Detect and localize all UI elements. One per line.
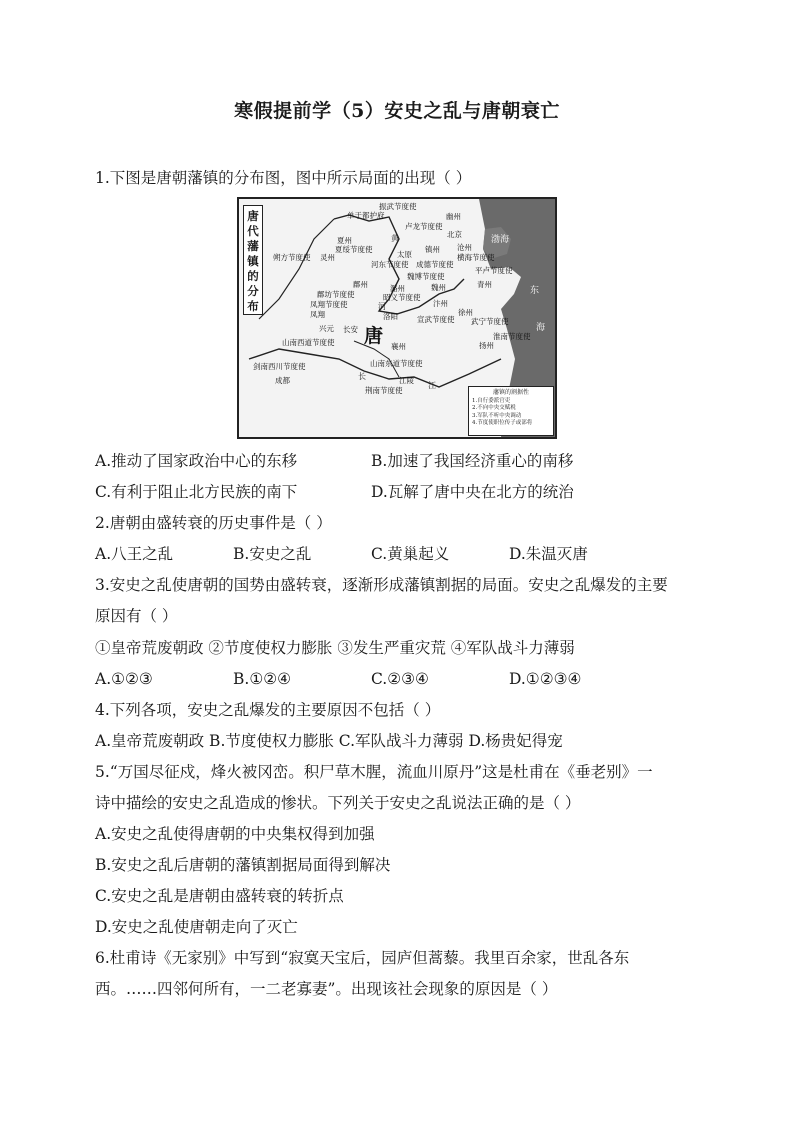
label-bianzhou: 汴州 [433, 299, 448, 308]
page-title: 寒假提前学（5）安史之乱与唐朝衰亡 [234, 100, 560, 122]
label-jingnan: 荆南节度使 [365, 386, 403, 395]
q5-option-b: B.安史之乱后唐朝的藩镇割据局面得到解决 [95, 856, 391, 874]
label-he: 河 [378, 302, 386, 311]
q3-option-b: B.①②④ [233, 670, 292, 688]
question-5-stem-cont: 诗中描绘的安史之乱造成的惨状。下列关于安史之乱说法正确的是（ ） [95, 794, 581, 812]
question-1-stem: 1.下图是唐朝藩镇的分布图，图中所示局面的出现（ ） [95, 169, 472, 187]
question-3-stem-cont: 原因有（ ） [95, 607, 178, 625]
question-6-stem: 6.杜甫诗《无家别》中写到“寂寞天宝后，园庐但蒿藜。我里百余家，世乱各东 [95, 949, 630, 967]
label-shuofang: 朔方节度使 [273, 253, 311, 262]
label-zhaoyi: 昭义节度使 [383, 293, 421, 302]
question-6-stem-cont: 西。……四邻何所有，一二老寡妻”。出现该社会现象的原因是（ ） [95, 980, 558, 998]
q5-option-c: C.安史之乱是唐朝由盛转衰的转折点 [95, 887, 344, 905]
label-shanyu: 单于都护府 [347, 211, 385, 220]
label-xingyuan: 兴元 [319, 324, 334, 333]
label-shannanxi: 山南西道节度使 [282, 338, 335, 347]
legend-item: 2.不向中央交赋税 [472, 405, 516, 411]
label-pinglu: 平卢节度使 [475, 266, 513, 275]
question-5-stem: 5.“万国尽征戍，烽火被冈峦。积尸草木腥，流血川原丹”这是杜甫在《垂老别》一 [95, 763, 653, 781]
label-xuzhou: 徐州 [458, 308, 473, 317]
label-shannandong: 山南东道节度使 [370, 359, 423, 368]
label-xuanwu: 宣武节度使 [417, 315, 455, 324]
q3-option-d: D.①②③④ [509, 670, 582, 688]
label-lulong: 卢龙节度使 [405, 222, 443, 231]
label-fengxiang: 凤翔 [310, 310, 325, 319]
label-tang: 唐 [364, 325, 384, 347]
label-youzhou: 幽州 [446, 212, 461, 221]
question-4-stem: 4.下列各项，安史之乱爆发的主要原因不包括（ ） [95, 701, 441, 719]
label-jiannanxichuan: 剑南西川节度使 [253, 362, 306, 371]
label-xiasui: 夏绥节度使 [335, 245, 373, 254]
q2-option-b: B.安史之乱 [233, 545, 312, 563]
question-3-items: ①皇帝荒废朝政 ②节度使权力膨胀 ③发生严重灾荒 ④军队战斗力薄弱 [95, 639, 575, 657]
legend-item: 4.节度使职位传子或部将 [472, 420, 533, 426]
label-cangzhou: 沧州 [457, 243, 472, 252]
legend-item: 1.自行委派官吏 [472, 397, 511, 404]
label-bohai: 渤海 [491, 235, 510, 245]
label-chengde: 成德节度使 [416, 260, 454, 269]
label-weibo: 魏博节度使 [407, 272, 445, 281]
map-legend [468, 386, 554, 436]
q1-option-c: C.有利于阻止北方民族的南下 [95, 483, 298, 501]
label-luoyang: 洛阳 [383, 312, 398, 321]
q5-option-d: D.安史之乱使唐朝走向了灭亡 [95, 918, 298, 936]
label-wuning: 武宁节度使 [471, 317, 509, 326]
map-title: 唐代藩镇的分布 [243, 205, 263, 315]
label-fufang: 鄜坊节度使 [317, 290, 355, 299]
label-xiangzhou: 襄州 [391, 342, 406, 351]
label-hai: 海 [536, 323, 546, 333]
q5-option-a: A.安史之乱使得唐朝的中央集权得到加强 [95, 825, 375, 843]
q1-option-b: B.加速了我国经济重心的南移 [371, 452, 574, 470]
question-2-stem: 2.唐朝由盛转衰的历史事件是（ ） [95, 514, 332, 532]
label-yangzhou: 扬州 [479, 341, 494, 350]
label-huainan: 淮南节度使 [493, 332, 531, 341]
label-hedong: 河东节度使 [371, 260, 409, 269]
q1-option-d: D.瓦解了唐中央在北方的统治 [371, 483, 574, 501]
label-beijing: 北京 [447, 230, 462, 239]
label-huang: 黄 [391, 234, 399, 243]
label-zhenzhou: 镇州 [425, 245, 440, 254]
legend-title: 藩镇的割据性 [492, 389, 529, 396]
label-changan: 长安 [343, 325, 358, 334]
label-chengdu: 成都 [275, 376, 290, 385]
q2-option-a: A.八王之乱 [95, 545, 174, 563]
label-fuzhou: 鄜州 [353, 280, 368, 289]
tang-fanzhen-map [237, 197, 557, 439]
label-chang: 长 [358, 372, 366, 381]
label-qingzhou: 青州 [477, 280, 492, 289]
q1-option-a: A.推动了国家政治中心的东移 [95, 452, 298, 470]
q3-option-c: C.②③④ [371, 670, 429, 688]
q3-option-a: A.①②③ [95, 670, 153, 688]
label-xiazhou: 夏州 [337, 236, 352, 245]
label-henghai: 横海节度使 [457, 253, 495, 262]
label-dong: 东 [530, 286, 540, 296]
label-luzhou: 潞州 [390, 284, 405, 293]
label-weizhou: 魏州 [431, 283, 446, 292]
label-lingzhou: 灵州 [320, 253, 335, 262]
question-3-stem: 3.安史之乱使唐朝的国势由盛转衰，逐渐形成藩镇割据的局面。安史之乱爆发的主要 [95, 576, 668, 594]
label-fengxiang-jds: 凤翔节度使 [310, 300, 348, 309]
label-jiangling: 江陵 [399, 376, 414, 385]
q2-option-c: C.黄巢起义 [371, 545, 450, 563]
label-zhenwu: 振武节度使 [379, 202, 417, 211]
q4-options: A.皇帝荒废朝政 B.节度使权力膨胀 C.军队战斗力薄弱 D.杨贵妃得宠 [95, 732, 563, 750]
label-jiang: 江 [428, 381, 436, 390]
legend-item: 3.军队不听中央调动 [472, 412, 522, 419]
label-taiyuan: 太原 [397, 250, 412, 259]
q2-option-d: D.朱温灭唐 [509, 545, 588, 563]
